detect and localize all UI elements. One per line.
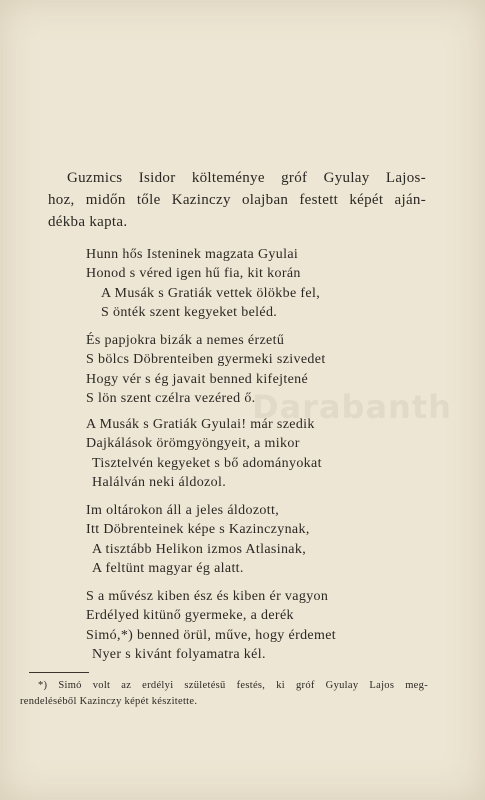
poem-title (48, 167, 426, 233)
title-line: hoz, midőn tőle Kazinczy olajban festett képét aján- (48, 192, 426, 208)
verse-line: Im oltárokon áll a jeles áldozott, (86, 503, 280, 518)
footnote-line: *) Simó volt az erdélyi születésű festés, ki gróf Gyulay Lajos meg- (38, 680, 428, 691)
stanza-4 (86, 501, 436, 578)
stanza-2 (86, 331, 436, 408)
verse-line: Halálván neki áldozol. (92, 474, 227, 490)
verse-line: Itt Döbrenteinek képe s Kazinczynak, (86, 522, 310, 538)
verse-line: És papjokra bizák a nemes érzetű (86, 333, 285, 348)
verse-line: A Musák s Gratiák Gyulai! már szedik (86, 417, 315, 432)
verse-line: Hogy vér s ég javait benned kifejtené (86, 371, 309, 387)
verse-line: S bölcs Döbrenteiben gyermeki szivedet (86, 352, 326, 368)
verse-line: Erdélyed kitünő gyermeke, a derék (86, 608, 294, 624)
verse-line: A feltünt magyar ég alatt. (92, 560, 244, 576)
verse-line: Hunn hős Isteninek magzata Gyulai (86, 247, 299, 262)
verse-line: A tisztább Helikon izmos Atlasinak, (92, 541, 307, 557)
stanza-5 (86, 587, 436, 664)
stanza-1 (86, 245, 436, 322)
verse-line: Dajkálások örömgyöngyeit, a mikor (86, 436, 300, 452)
verse-line: Nyer s kivánt folyamatra kél. (92, 646, 266, 662)
title-line: Guzmics Isidor költeménye gróf Gyulay Lajos- (67, 170, 426, 186)
verse-line: S a művész kiben ész és kiben ér vagyon (86, 589, 329, 604)
footnote (20, 678, 428, 710)
footnote-line: rendeléséből Kazinczy képét készitette. (20, 696, 198, 707)
verse-line: A Musák s Gratiák vettek ölökbe fel, (101, 285, 321, 301)
title-line: dékba kapta. (48, 214, 128, 230)
verse-line: Simó,*) benned örül, műve, hogy érdemet (86, 627, 337, 643)
verse-line: S lön szent czélra vezéred ő. (86, 390, 256, 406)
verse-line: S önték szent kegyeket beléd. (101, 304, 278, 320)
watermark: Darabanth (252, 388, 452, 426)
footnote-rule (29, 672, 89, 673)
verse-line: Tisztelvén kegyeket s bő adományokat (92, 455, 322, 471)
verse-line: Honod s véred igen hű fia, kit korán (86, 266, 301, 282)
stanza-3 (86, 415, 436, 492)
